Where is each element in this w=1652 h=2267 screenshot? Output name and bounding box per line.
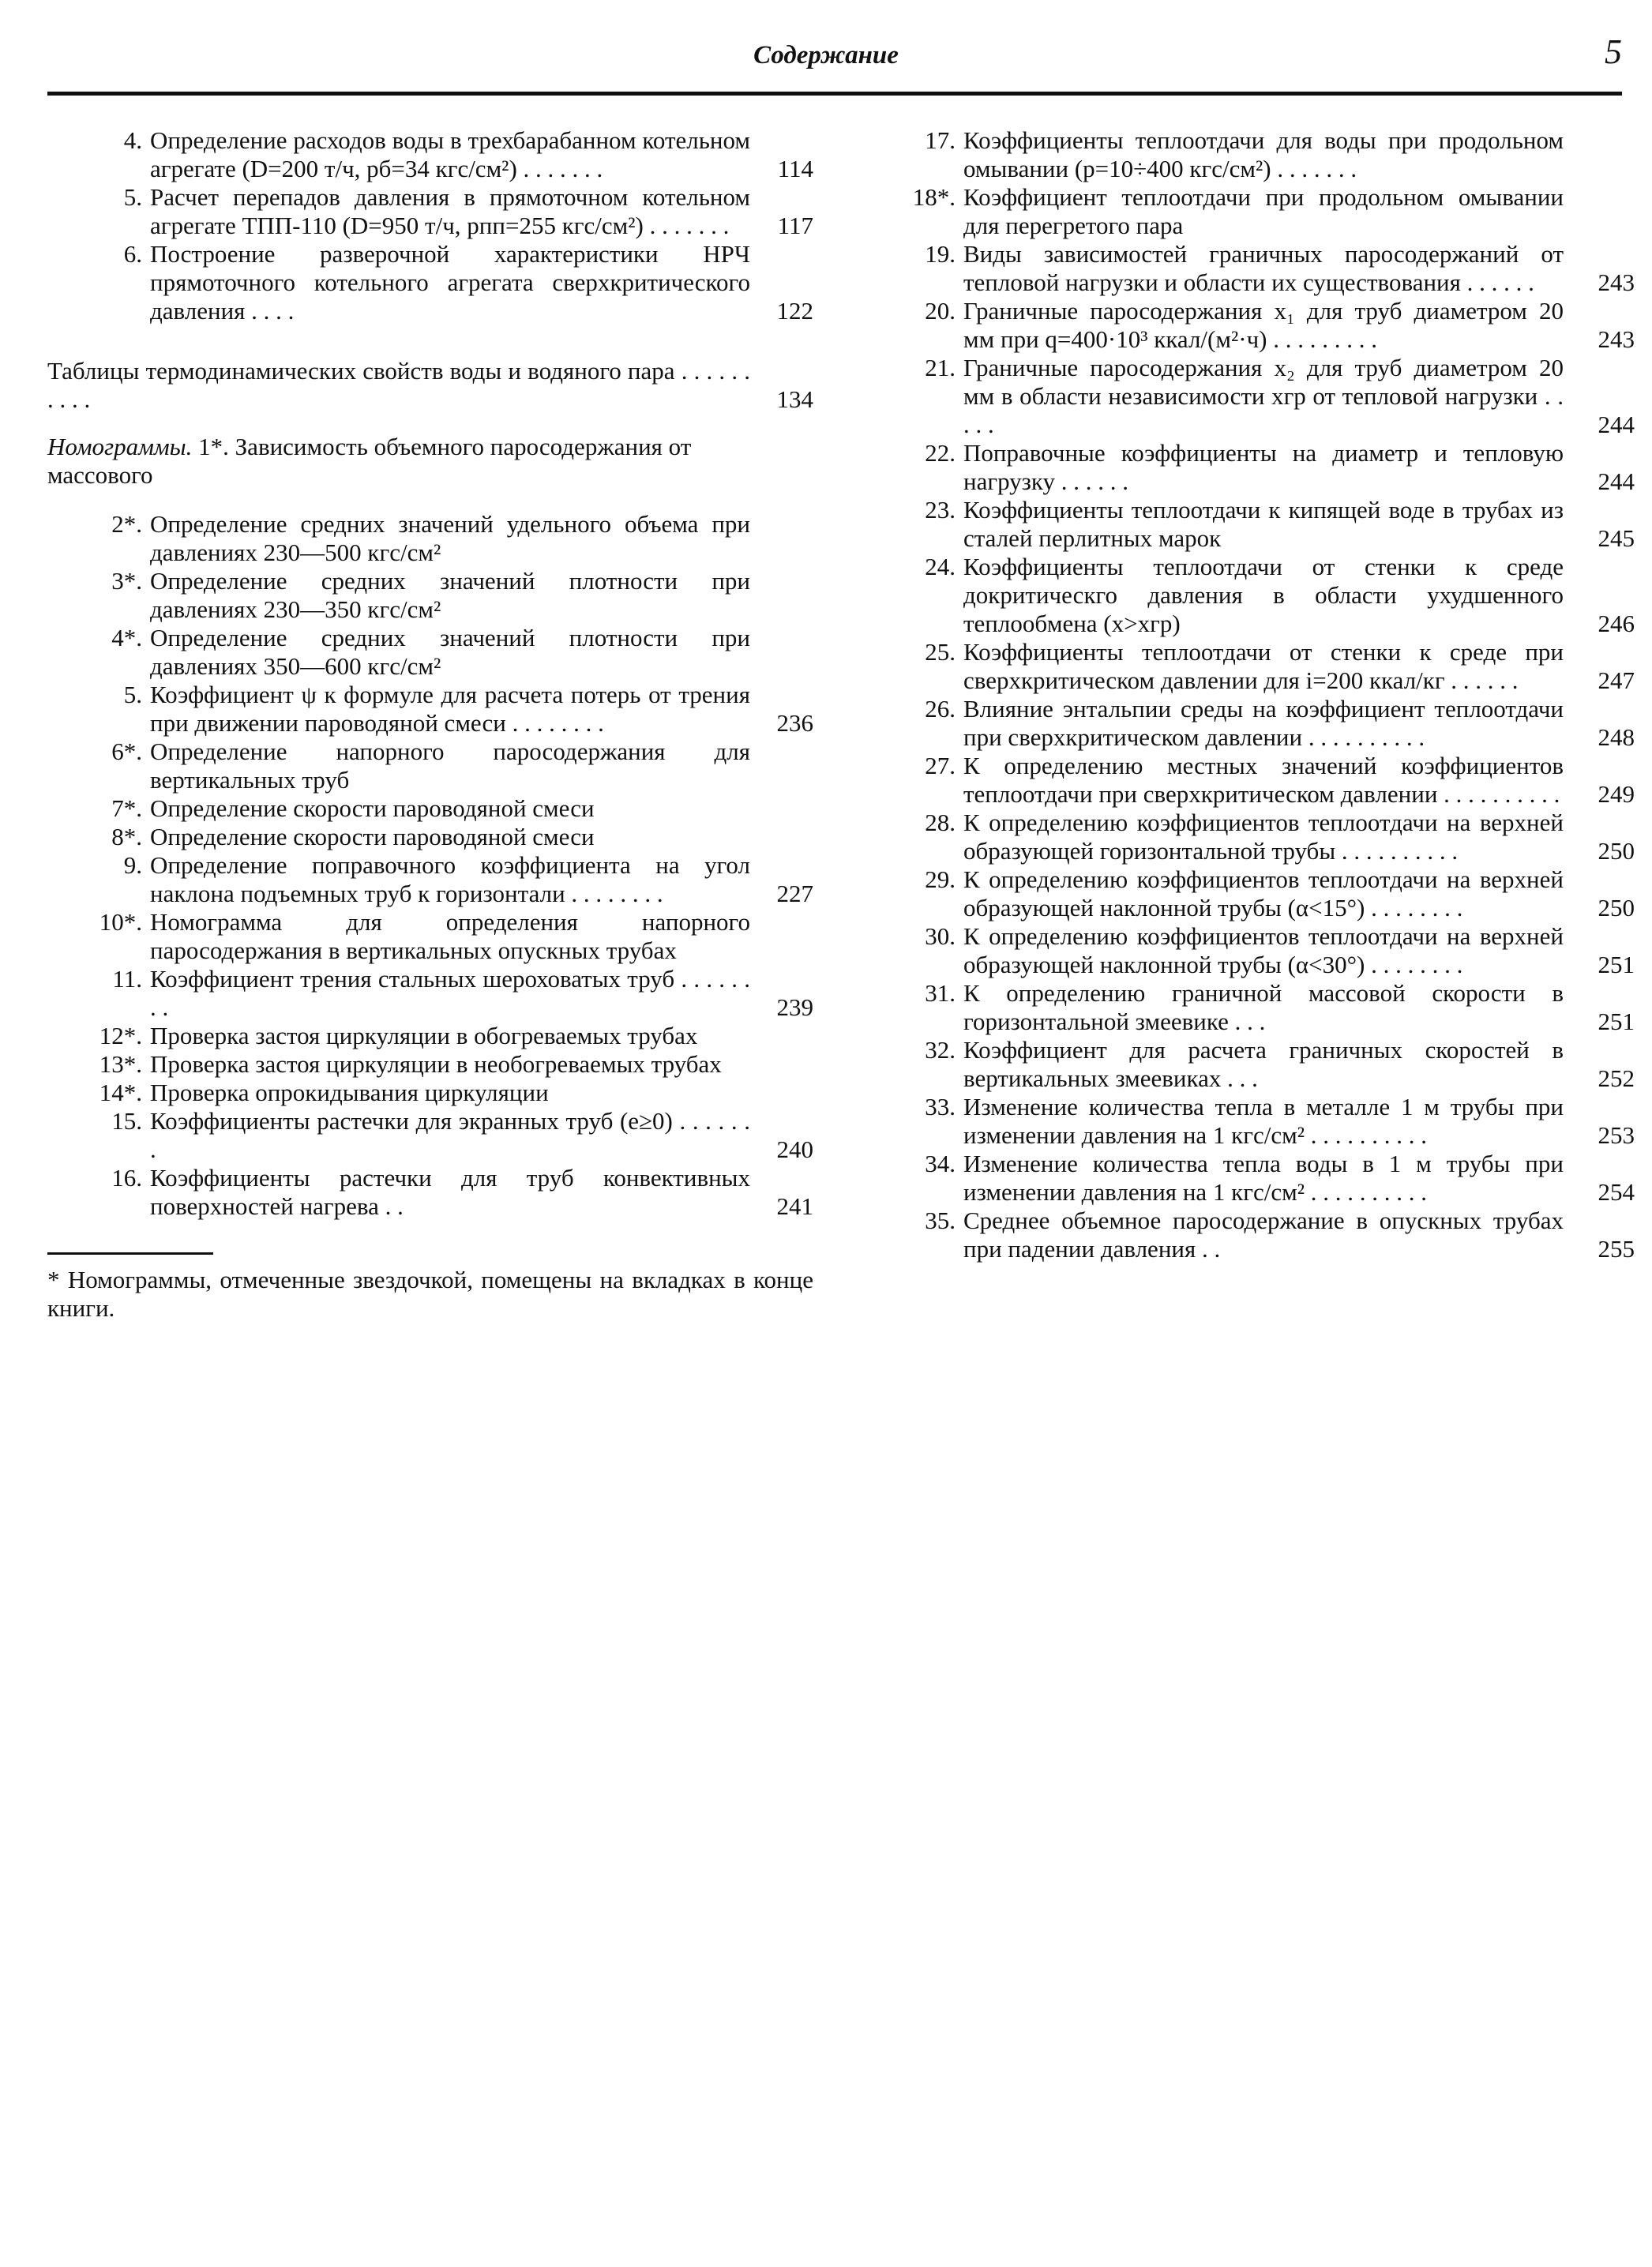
- toc-entry: [47, 1079, 813, 1107]
- toc-entry-number: 8*.: [111, 823, 142, 850]
- toc-entry-title: К определению граничной массовой скорости в горизонтальной змеевике . . .: [963, 979, 1564, 1035]
- toc-entry-title: Определение средних значений плотности при давлениях 230—350 кгс/см²: [150, 567, 750, 623]
- toc-entry: [47, 794, 813, 823]
- toc-entry-page: 117: [777, 212, 813, 239]
- toc-entry-number: 16.: [111, 1164, 142, 1192]
- toc-entry-title: Коэффициенты растечки для труб конвективных поверхностей нагрева . .: [150, 1164, 750, 1220]
- toc-entry-number: 28.: [925, 809, 956, 836]
- toc-entry: [47, 738, 813, 794]
- toc-entry-page: 122: [776, 297, 813, 325]
- toc-entry-title: Граничные паросодержания x₁ для труб диаметром 20 мм при q=400·10³ ккал/(м²·ч) . . . . . . . . .: [963, 297, 1564, 353]
- toc-entry: [47, 567, 813, 624]
- toc-entry: [877, 638, 1635, 695]
- toc-entry: [47, 1164, 813, 1221]
- toc-entry-number: 23.: [925, 496, 956, 524]
- toc-entry-title: Коэффициенты растечки для экранных труб (e≥0) . . . . . . .: [150, 1107, 750, 1163]
- toc-entry-number: 34.: [925, 1150, 956, 1177]
- toc-entry-number: 26.: [925, 695, 956, 723]
- toc-entry: [877, 439, 1635, 496]
- toc-entry-title: Номограмма для определения напорного паросодержания в вертикальных опускных трубах: [150, 908, 750, 964]
- toc-entry: [47, 624, 813, 681]
- toc-entry-number: 25.: [925, 638, 956, 666]
- toc-entry-title: К определению коэффициентов теплоотдачи на верхней образующей наклонной трубы (α<30°) . . . . . . . .: [963, 922, 1564, 978]
- toc-entry-title: Проверка опрокидывания циркуляции: [150, 1079, 549, 1106]
- toc-entry-page: 253: [1598, 1121, 1635, 1149]
- toc-entry-page: 250: [1598, 837, 1635, 865]
- toc-entry-title: Коэффициент теплоотдачи при продольном омывании для перегретого пара: [963, 183, 1564, 239]
- toc-entry: [877, 752, 1635, 809]
- toc-entry: [877, 1207, 1635, 1263]
- toc-entry-title: Коэффициенты теплоотдачи от стенки к среде при сверхкритическом давлении для i=200 ккал/кг . . . . . .: [963, 638, 1564, 694]
- toc-entry-number: 18*.: [912, 183, 956, 211]
- toc-entry: [877, 126, 1635, 183]
- examples-list: [47, 126, 813, 325]
- toc-entry-page: 236: [776, 709, 813, 737]
- toc-entry-number: 27.: [925, 752, 956, 779]
- toc-entry-title: Коэффициент ψ к формуле для расчета потерь от трения при движении пароводяной смеси . . . . . . . .: [150, 681, 750, 737]
- toc-entry-page: 246: [1598, 610, 1635, 637]
- toc-entry-number: 29.: [925, 865, 956, 893]
- toc-entry: [47, 510, 813, 567]
- toc-entry: [877, 695, 1635, 752]
- toc-entry-number: 11.: [112, 965, 142, 993]
- toc-entry: [877, 1093, 1635, 1150]
- page-number: 5: [1605, 32, 1622, 71]
- footnote: * Номограммы, отмеченные звездочкой, помещены на вкладках в конце книги.: [47, 1266, 813, 1322]
- nomograms-heading-text: 1*. Зависимость объемного паросодержания от массового: [47, 433, 692, 489]
- toc-entry-number: 12*.: [99, 1022, 142, 1049]
- tables-entry-text: Таблицы термодинамических свойств воды и водяного пара . . . . . . . . . .: [47, 357, 750, 413]
- toc-entry-page: 247: [1598, 666, 1635, 694]
- toc-entry-title: Расчет перепадов давления в прямоточном котельном агрегате ТПП-110 (D=950 т/ч, pпп=255 кгс/см²) . . . . . . .: [150, 183, 750, 239]
- nomograms-heading: [47, 433, 813, 490]
- toc-entry-number: 6*.: [111, 738, 142, 765]
- toc-entry-title: Определение средних значений удельного объема при давлениях 230—500 кгс/см²: [150, 510, 750, 566]
- toc-entry-number: 32.: [925, 1036, 956, 1064]
- toc-entry-number: 9.: [123, 851, 142, 879]
- toc-entry: [47, 1050, 813, 1079]
- left-column: [47, 126, 813, 1323]
- toc-entry-title: Коэффициенты теплоотдачи для воды при продольном омывании (p=10÷400 кгс/см²) . . . . . . .: [963, 126, 1564, 182]
- toc-entry-page: 244: [1598, 411, 1635, 438]
- toc-entry: [47, 126, 813, 183]
- toc-entry-title: Изменение количества тепла воды в 1 м трубы при изменении давления на 1 кгс/см² . . . . . . . . . .: [963, 1150, 1564, 1206]
- toc-entry-page: 244: [1598, 467, 1635, 495]
- toc-entry-page: 254: [1598, 1178, 1635, 1206]
- toc-entry-number: 5.: [123, 183, 142, 211]
- tables-entry: [47, 357, 813, 414]
- toc-entry: [47, 240, 813, 325]
- toc-entry-number: 2*.: [111, 510, 142, 538]
- toc-entry-title: Влияние энтальпии среды на коэффициент теплоотдачи при сверхкритическом давлении . . . . . . . . . .: [963, 695, 1564, 751]
- toc-entry-page: 252: [1598, 1064, 1635, 1092]
- toc-entry-title: Построение разверочной характеристики НРЧ прямоточного котельного агрегата сверхкритического давления . . . .: [150, 240, 750, 325]
- toc-entry: [877, 1036, 1635, 1093]
- toc-entry-title: Виды зависимостей граничных паросодержаний от тепловой нагрузки и области их существования . . . . . .: [963, 240, 1564, 296]
- toc-entry-title: Граничные паросодержания x₂ для труб диаметром 20 мм в области независимости xгр от тепловой нагрузки . . . . .: [963, 354, 1564, 438]
- right-entries-list: [877, 126, 1635, 1263]
- toc-entry-title: Проверка застоя циркуляции в необогреваемых трубах: [150, 1050, 722, 1078]
- toc-entry: [47, 1022, 813, 1050]
- toc-entry: [47, 823, 813, 851]
- toc-entry-number: 14*.: [99, 1079, 142, 1106]
- page-title: Содержание: [753, 41, 899, 69]
- footnote-divider: [47, 1252, 213, 1255]
- toc-entry-title: К определению коэффициентов теплоотдачи на верхней образующей горизонтальной трубы . . . . . . . . . .: [963, 809, 1564, 865]
- toc-entry-number: 33.: [925, 1093, 956, 1120]
- toc-entry: [877, 297, 1635, 354]
- toc-entry-title: Коэффициент трения стальных шероховатых труб . . . . . . . .: [150, 965, 750, 1021]
- toc-entry-page: 243: [1598, 325, 1635, 353]
- toc-entry-title: Проверка застоя циркуляции в обогреваемых трубах: [150, 1022, 698, 1049]
- toc-entry-page: 239: [776, 993, 813, 1021]
- toc-entry-title: Коэффициенты теплоотдачи от стенки к среде докритическго давления в области ухудшенного теплообмена (x>xгр): [963, 553, 1564, 637]
- toc-entry: [877, 922, 1635, 979]
- toc-entry-number: 4.: [123, 126, 142, 154]
- toc-entry-number: 3*.: [111, 567, 142, 595]
- nomograms-heading-label: Номограммы.: [47, 433, 193, 460]
- toc-entry: [877, 354, 1635, 439]
- toc-entry-number: 5.: [123, 681, 142, 708]
- nomograms-list: [47, 510, 813, 1221]
- toc-entry-number: 20.: [925, 297, 956, 325]
- toc-entry-page: 240: [776, 1135, 813, 1163]
- toc-entry: [47, 1107, 813, 1164]
- toc-entry-number: 24.: [925, 553, 956, 580]
- toc-entry-title: Определение расходов воды в трехбарабанном котельном агрегате (D=200 т/ч, pб=34 кгс/см²) . . . . . . .: [150, 126, 750, 182]
- toc-entry: [877, 553, 1635, 638]
- toc-entry: [47, 965, 813, 1022]
- toc-entry-page: 251: [1598, 951, 1635, 978]
- toc-entry-title: Определение поправочного коэффициента на угол наклона подъемных труб к горизонтали . . . . . . . .: [150, 851, 750, 907]
- toc-entry-number: 35.: [925, 1207, 956, 1234]
- toc-entry-page: 251: [1598, 1008, 1635, 1035]
- toc-entry: [877, 865, 1635, 922]
- toc-entry-page: 241: [776, 1192, 813, 1220]
- toc-entry-number: 13*.: [99, 1050, 142, 1078]
- toc-entry-title: К определению коэффициентов теплоотдачи на верхней образующей наклонной трубы (α<15°) . . . . . . . .: [963, 865, 1564, 921]
- toc-entry-title: Поправочные коэффициенты на диаметр и тепловую нагрузку . . . . . .: [963, 439, 1564, 495]
- toc-entry-page: 249: [1598, 780, 1635, 808]
- toc-entry-page: 250: [1598, 894, 1635, 921]
- toc-entry-number: 6.: [123, 240, 142, 268]
- toc-entry-page: 243: [1598, 268, 1635, 296]
- toc-entry: [877, 1150, 1635, 1207]
- toc-entry-title: Определение напорного паросодержания для вертикальных труб: [150, 738, 750, 794]
- toc-entry: [877, 240, 1635, 297]
- toc-entry: [877, 809, 1635, 865]
- toc-entry: [47, 681, 813, 738]
- right-column: [877, 126, 1635, 1263]
- toc-entry: [877, 183, 1635, 240]
- toc-entry: [877, 496, 1635, 553]
- toc-entry: [47, 183, 813, 240]
- toc-entry-title: Определение скорости пароводяной смеси: [150, 823, 595, 850]
- toc-entry-number: 30.: [925, 922, 956, 950]
- toc-entry-number: 15.: [111, 1107, 142, 1135]
- header-divider: [47, 92, 1622, 96]
- toc-entry: [47, 908, 813, 965]
- toc-entry-page: 245: [1598, 524, 1635, 552]
- toc-entry-page: 227: [776, 880, 813, 907]
- tables-entry-page: 134: [776, 385, 813, 413]
- toc-entry-title: Изменение количества тепла в металле 1 м трубы при изменении давления на 1 кгс/см² . . . . . . . . . .: [963, 1093, 1564, 1149]
- toc-entry-title: К определению местных значений коэффициентов теплоотдачи при сверхкритическом давлении . . . . . . . . . .: [963, 752, 1564, 808]
- toc-entry-number: 19.: [925, 240, 956, 268]
- toc-entry-number: 7*.: [111, 794, 142, 822]
- toc-entry-number: 17.: [925, 126, 956, 154]
- toc-entry-page: 255: [1598, 1235, 1635, 1263]
- toc-entry-number: 31.: [925, 979, 956, 1007]
- toc-entry-number: 22.: [925, 439, 956, 467]
- toc-entry-page: 114: [777, 155, 813, 182]
- toc-entry-number: 4*.: [111, 624, 142, 651]
- toc-entry-title: Среднее объемное паросодержание в опускных трубах при падении давления . .: [963, 1207, 1564, 1263]
- toc-entry-title: Коэффициент для расчета граничных скоростей в вертикальных змеевиках . . .: [963, 1036, 1564, 1092]
- toc-entry-title: Определение средних значений плотности при давлениях 350—600 кгс/см²: [150, 624, 750, 680]
- toc-entry-page: 248: [1598, 723, 1635, 751]
- toc-entry: [47, 851, 813, 908]
- toc-entry-number: 21.: [925, 354, 956, 381]
- toc-entry-title: Коэффициенты теплоотдачи к кипящей воде в трубах из сталей перлитных марок: [963, 496, 1564, 552]
- toc-entry-number: 10*.: [99, 908, 142, 936]
- toc-entry: [877, 979, 1635, 1036]
- toc-entry-title: Определение скорости пароводяной смеси: [150, 794, 595, 822]
